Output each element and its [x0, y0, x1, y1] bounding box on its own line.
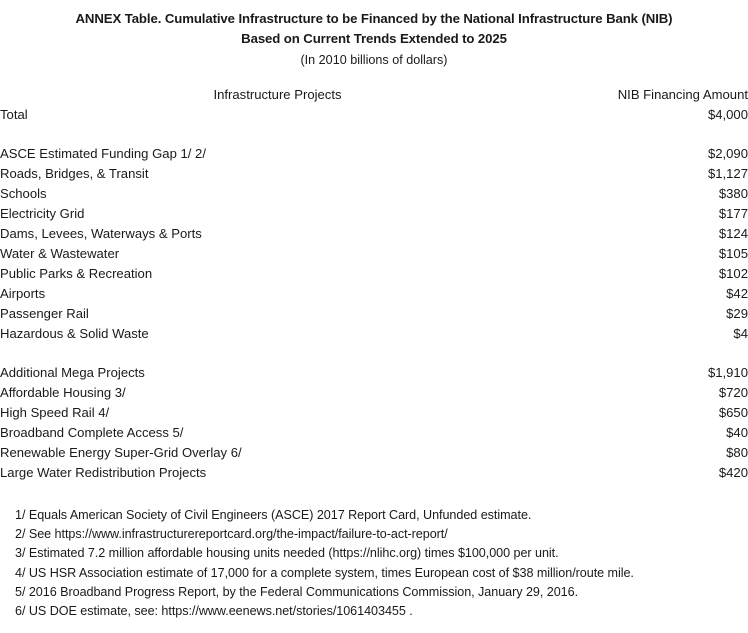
row-value: $650	[718, 405, 748, 420]
document-units-note: (In 2010 billions of dollars)	[300, 53, 448, 67]
row-value: $1,127	[707, 166, 748, 181]
row-label: Passenger Rail	[0, 306, 89, 321]
footnote: 5/ 2016 Broadband Progress Report, by the Federal Communications Commission, January 29, 2016.	[15, 584, 579, 599]
footnote: 6/ US DOE estimate, see: https://www.eenews.net/stories/1061403455 .	[15, 604, 413, 619]
table-row	[0, 164, 748, 184]
row-label: Dams, Levees, Waterways & Ports	[0, 226, 202, 241]
table-header-row	[0, 85, 748, 105]
row-value: $105	[718, 246, 748, 261]
row-label: Schools	[0, 186, 47, 201]
table-spacer-cell	[555, 344, 748, 363]
table-row	[0, 403, 748, 423]
table-row	[0, 463, 748, 483]
row-label: Hazardous & Solid Waste	[0, 326, 149, 341]
table-row	[0, 224, 748, 244]
document-title-block	[0, 0, 748, 71]
row-value: $2,090	[707, 146, 748, 161]
table-row	[0, 244, 748, 264]
row-label: Renewable Energy Super-Grid Overlay 6/	[0, 445, 242, 460]
table-body	[0, 105, 748, 483]
footnote: 1/ Equals American Society of Civil Engineers (ASCE) 2017 Report Card, Unfunded estimate.	[15, 508, 532, 522]
row-value: $720	[718, 385, 748, 400]
footnote: 2/ See https://www.infrastructurereportcard.org/the-impact/failure-to-act-report/	[15, 527, 448, 542]
row-value: $177	[718, 206, 748, 221]
table-row	[0, 383, 748, 403]
row-value: $102	[718, 266, 748, 281]
row-label: Electricity Grid	[0, 206, 85, 221]
row-label: Water & Wastewater	[0, 246, 120, 261]
row-value: $420	[718, 465, 748, 480]
row-label: Affordable Housing 3/	[0, 385, 126, 400]
footnote: 3/ Estimated 7.2 million affordable housing units needed (https://nlihc.org) times $100,000 per unit.	[15, 546, 559, 561]
table-row	[0, 423, 748, 443]
row-value: $42	[726, 286, 748, 301]
row-label: Public Parks & Recreation	[0, 266, 153, 281]
footnote: 4/ US HSR Association estimate of 17,000 for a complete system, times European cost of $38 million/route mile.	[15, 565, 634, 580]
infrastructure-financing-table	[0, 85, 748, 483]
row-value: $4,000	[707, 107, 748, 122]
table-spacer-cell	[0, 344, 555, 363]
row-value: $29	[726, 306, 748, 321]
table-spacer-cell	[0, 125, 555, 144]
table-spacer-row	[0, 125, 748, 144]
table-row	[0, 304, 748, 324]
table-row	[0, 264, 748, 284]
table-row	[0, 144, 748, 164]
table-spacer-cell	[555, 125, 748, 144]
column-header-nib-financing-amount: NIB Financing Amount	[617, 87, 748, 102]
table-row	[0, 105, 748, 125]
table-row	[0, 324, 748, 344]
table-spacer-row	[0, 344, 748, 363]
document-title-line-2: Based on Current Trends Extended to 2025	[241, 31, 507, 46]
row-value: $1,910	[707, 365, 748, 380]
row-label: Airports	[0, 286, 46, 301]
row-label: Total	[0, 107, 28, 122]
row-label: Broadband Complete Access 5/	[0, 425, 184, 440]
table-row	[0, 184, 748, 204]
row-value: $124	[718, 226, 748, 241]
document-title-line-1: ANNEX Table. Cumulative Infrastructure to be Financed by the National Infrastructure Bank (NIB)	[75, 11, 673, 26]
row-value: $40	[726, 425, 748, 440]
table-header	[0, 85, 748, 105]
footnotes-block	[0, 506, 748, 621]
row-value: $4	[733, 326, 748, 341]
row-value: $380	[718, 186, 748, 201]
table-row	[0, 443, 748, 463]
row-label: Large Water Redistribution Projects	[0, 465, 207, 480]
row-label: High Speed Rail 4/	[0, 405, 110, 420]
row-value: $80	[726, 445, 748, 460]
column-header-infrastructure-projects: Infrastructure Projects	[213, 87, 342, 102]
table-row	[0, 284, 748, 304]
table-row	[0, 363, 748, 383]
row-label: Additional Mega Projects	[0, 365, 145, 380]
table-row	[0, 204, 748, 224]
row-label: Roads, Bridges, & Transit	[0, 166, 149, 181]
row-label: ASCE Estimated Funding Gap 1/ 2/	[0, 146, 206, 161]
